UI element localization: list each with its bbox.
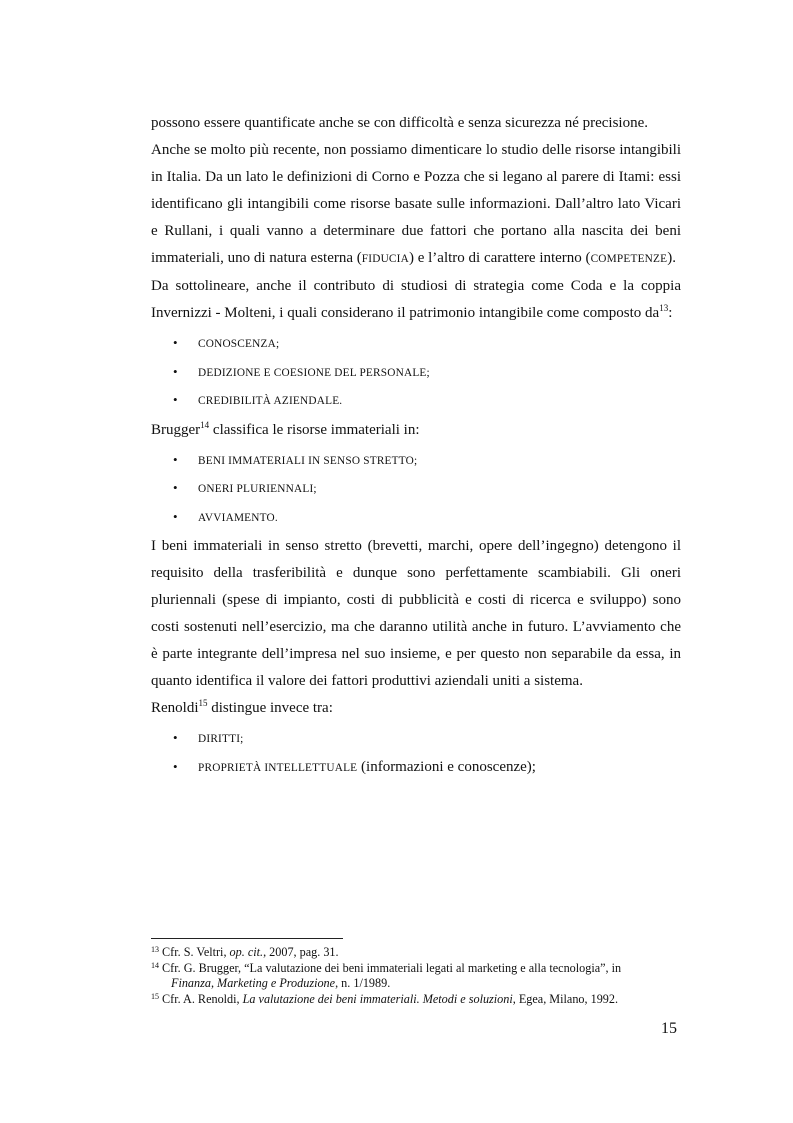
footnote-ref-14[interactable]: 14	[200, 419, 210, 430]
paragraph-3	[151, 273, 681, 327]
paragraph-2-text: Anche se molto più recente, non possiamo dimenticare lo studio delle risorse intangibili in Italia. Da un lato le definizioni di Corno e Pozza che si legano al parere di Itami: essi identificano gli intangibili come risorse basate sulle informazioni. Dall’altro lato Vicari e Rullani, i quali vanno a determinare due fattori che portano alla nascita dei beni immateriali, uno di natura esterna (	[151, 142, 681, 266]
page-number: 15	[661, 1020, 677, 1037]
list-intangible-components	[151, 329, 681, 415]
bullet-icon: •	[173, 451, 178, 467]
footnote-14: $^{14}$ Cfr. G. Brugger, “La valutazione dei beni immateriali legati al marketing e alla tecnologia”, in	[151, 960, 622, 975]
footnote-ref-13[interactable]: 13	[659, 303, 669, 313]
renoldi-name: Renoldi	[151, 700, 199, 716]
paragraph-4-text: classifica le risorse immateriali in:	[209, 421, 420, 438]
list-brugger	[151, 446, 681, 532]
bullet-icon: •	[173, 758, 178, 774]
bullet-icon: •	[173, 730, 178, 745]
bullet-icon: •	[173, 508, 178, 524]
footnote-14-continuation: Finanza, Marketing e Produzione, n. 1/1989.	[171, 976, 391, 990]
paragraph-2-mid: ) e l’altro di carattere interno (	[408, 250, 591, 266]
paragraph-6-text: distingue invece tra:	[207, 700, 333, 716]
bullet-icon: •	[173, 480, 178, 495]
list-renoldi	[151, 724, 681, 781]
footnote-13: $^{13}$ Cfr. S. Veltri, op. cit., 2007, pag. 31.	[151, 945, 339, 959]
paragraph-3-end: :	[668, 305, 673, 321]
paragraph-2-end: ).	[667, 250, 676, 266]
list-item: • ONERI PLURIENNALI;	[151, 474, 681, 503]
paragraph-1: possono essere quantificate anche se con difficoltà e senza sicurezza né precisione.	[151, 115, 648, 131]
footnotes	[151, 938, 691, 1007]
bullet-icon: •	[173, 363, 178, 379]
page-body	[151, 110, 681, 781]
list-item: • DIRITTI;	[151, 724, 681, 753]
list-item: • CREDIBILITÀ AZIENDALE.	[151, 386, 681, 415]
paragraph-6	[151, 695, 681, 722]
list-item: • CONOSCENZA;	[151, 329, 681, 358]
footnote-15: $^{15}$ Cfr. A. Renoldi, La valutazione dei beni immateriali. Metodi e soluzioni, Egea, Milano, 1992.	[151, 991, 619, 1006]
fiducia-term: FIDUCIA	[361, 253, 409, 265]
list-item: • DEDIZIONE E COESIONE DEL PERSONALE;	[151, 358, 681, 387]
paragraph-2	[151, 137, 681, 273]
bullet-icon: •	[173, 392, 178, 407]
bullet-icon: •	[173, 335, 178, 350]
brugger-name: Brugger	[151, 421, 201, 438]
paragraph-3-text: Da sottolineare, anche il contributo di studiosi di strategia come Coda e la coppia Invernizzi - Molteni, i quali considerano il patrimonio intangibile come composto da	[151, 278, 681, 321]
paragraph-4	[151, 417, 681, 444]
list-item: • BENI IMMATERIALI IN SENSO STRETTO;	[151, 446, 681, 475]
paragraph-5: I beni immateriali in senso stretto (brevetti, marchi, opere dell’ingegno) detengono il requisito della trasferibilità e dunque sono perfettamente scambiabili. Gli oneri pluriennali (spese di impianto, costi di pubblicità e costi di ricerca e sviluppo) sono costi sostenuti nell’esercizio, ma che daranno utilità anche in futuro. L’avviamento che è parte integrante dell’impresa nel suo insieme, e per questo non separabile da essa, in quanto identifica il valore dei fattori produttivi aziendali uniti a sistema.	[151, 538, 681, 689]
list-item: • AVVIAMENTO.	[151, 503, 681, 532]
list-item: • PROPRIETÀ INTELLETTUALE (informazioni e conoscenze);	[151, 753, 681, 782]
footnote-ref-15[interactable]: 15	[198, 698, 208, 708]
footnote-divider	[151, 938, 343, 939]
competenze-term: COMPETENZE	[590, 253, 668, 265]
